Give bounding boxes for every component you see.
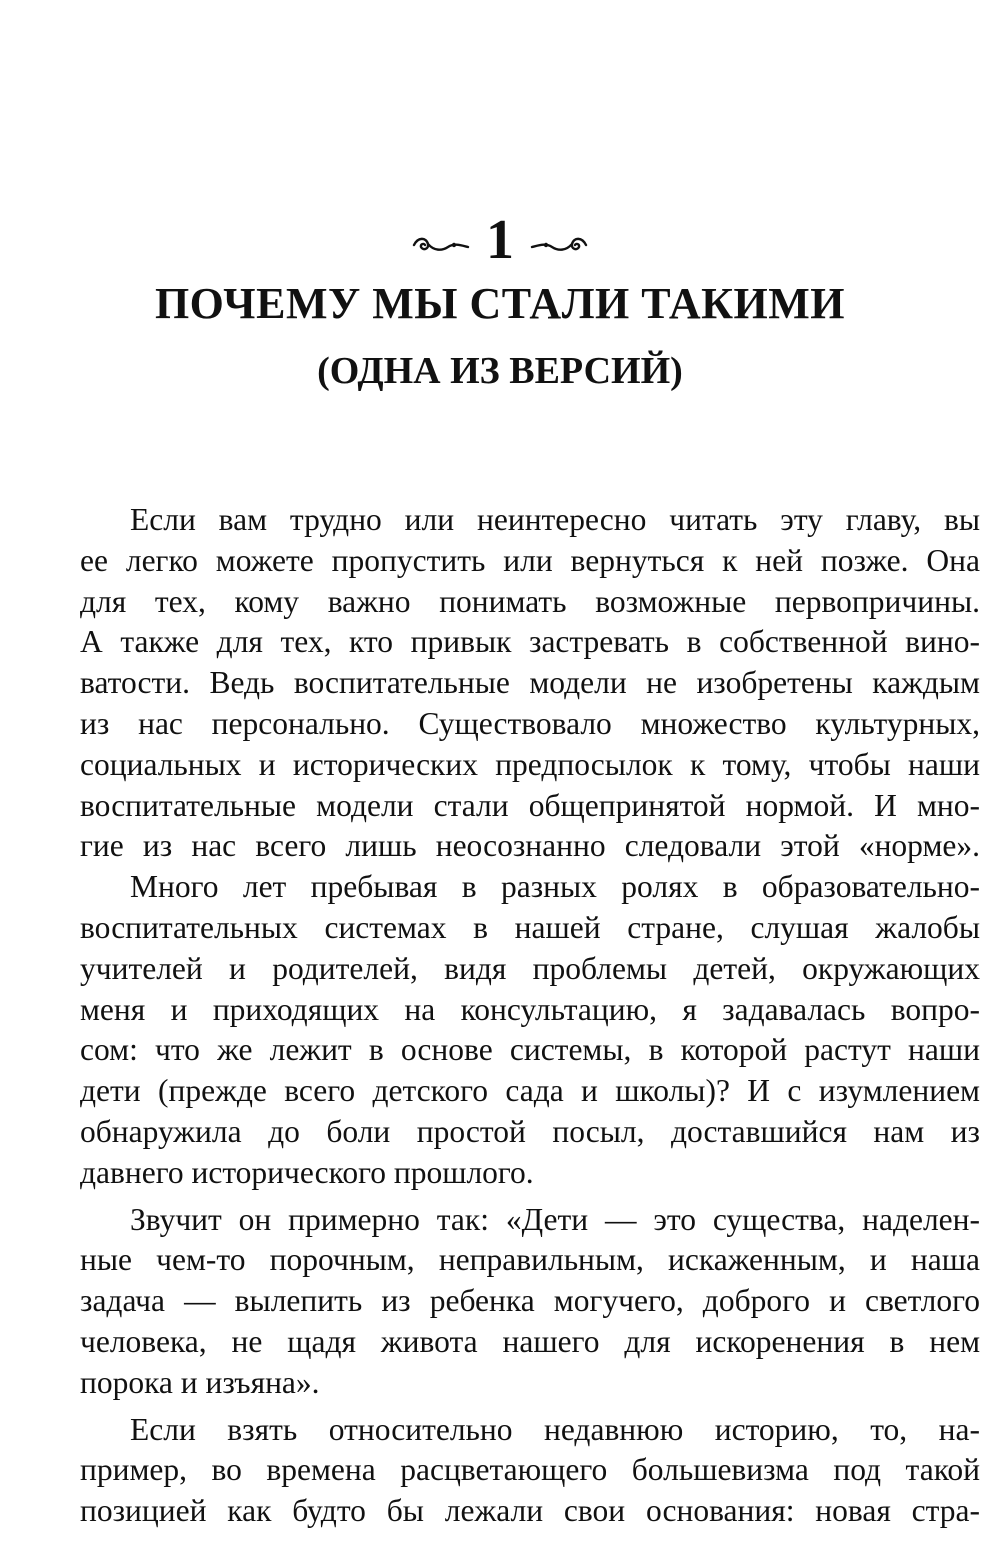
text-line: воспитательных системах в нашей стране, слушая жалобы	[80, 909, 980, 945]
text-line: пример, во времена расцветающего большевизма под такой	[80, 1452, 980, 1488]
text-line: ее легко можете пропустить или вернуться к ней позже. Она	[80, 542, 980, 578]
text-line: дети (прежде всего детского сада и школы)? И с изумлением	[80, 1073, 980, 1109]
text-line: позицией как будто бы лежали свои основания: новая стра-	[80, 1493, 980, 1529]
text-line: социальных и исторических предпосылок к тому, чтобы наши	[80, 746, 980, 782]
text-line: порока и изъяна».	[80, 1364, 320, 1400]
text-line: давнего исторического прошлого.	[80, 1154, 534, 1190]
text-line: Много лет пребывая в разных ролях в образовательно-	[130, 869, 980, 905]
swash-ornament-left-icon	[410, 235, 472, 259]
text-line: человека, не щадя живота нашего для искоренения в нем	[80, 1323, 980, 1359]
body-text	[80, 500, 980, 1532]
paragraph	[80, 1410, 980, 1532]
text-line: гие из нас всего лишь неосознанно следовали этой «норме».	[80, 828, 980, 864]
text-line: учителей и родителей, видя проблемы детей, окружающих	[80, 950, 980, 986]
text-line: А также для тех, кто привык застревать в собственной вино-	[80, 624, 980, 660]
swash-ornament-right-icon	[528, 235, 590, 259]
text-line: ные чем-то порочным, неправильным, искаженным, и наша	[80, 1242, 980, 1278]
text-line: Если вам трудно или неинтересно читать эту главу, вы	[130, 502, 980, 537]
text-line: ватости. Ведь воспитательные модели не изобретены каждым	[80, 665, 980, 701]
paragraph	[80, 1200, 980, 1404]
chapter-heading-number	[0, 205, 1000, 275]
chapter-subtitle: (ОДНА ИЗ ВЕРСИЙ)	[317, 350, 683, 392]
text-line: воспитательные модели стали общепринятой нормой. И мно-	[80, 787, 980, 823]
chapter-title: ПОЧЕМУ МЫ СТАЛИ ТАКИМИ	[154, 279, 846, 328]
chapter-number: 1	[486, 209, 514, 271]
text-line: сом: что же лежит в основе системы, в которой растут наши	[80, 1032, 980, 1068]
text-line: для тех, кому важно понимать возможные первопричины.	[80, 583, 980, 619]
text-line: Звучит он примерно так: «Дети — это существа, наделен-	[130, 1201, 980, 1237]
text-line: из нас персонально. Существовало множество культурных,	[80, 705, 980, 741]
text-line: Если взять относительно недавнюю историю, то, на-	[130, 1411, 980, 1447]
text-line: меня и приходящих на консультацию, я задавалась вопро-	[80, 991, 980, 1027]
paragraph	[80, 867, 980, 1193]
text-line: задача — вылепить из ребенка могучего, доброго и светлого	[80, 1283, 980, 1319]
paragraph	[80, 500, 980, 867]
text-line: обнаружила до боли простой посыл, доставшийся нам из	[80, 1113, 980, 1149]
